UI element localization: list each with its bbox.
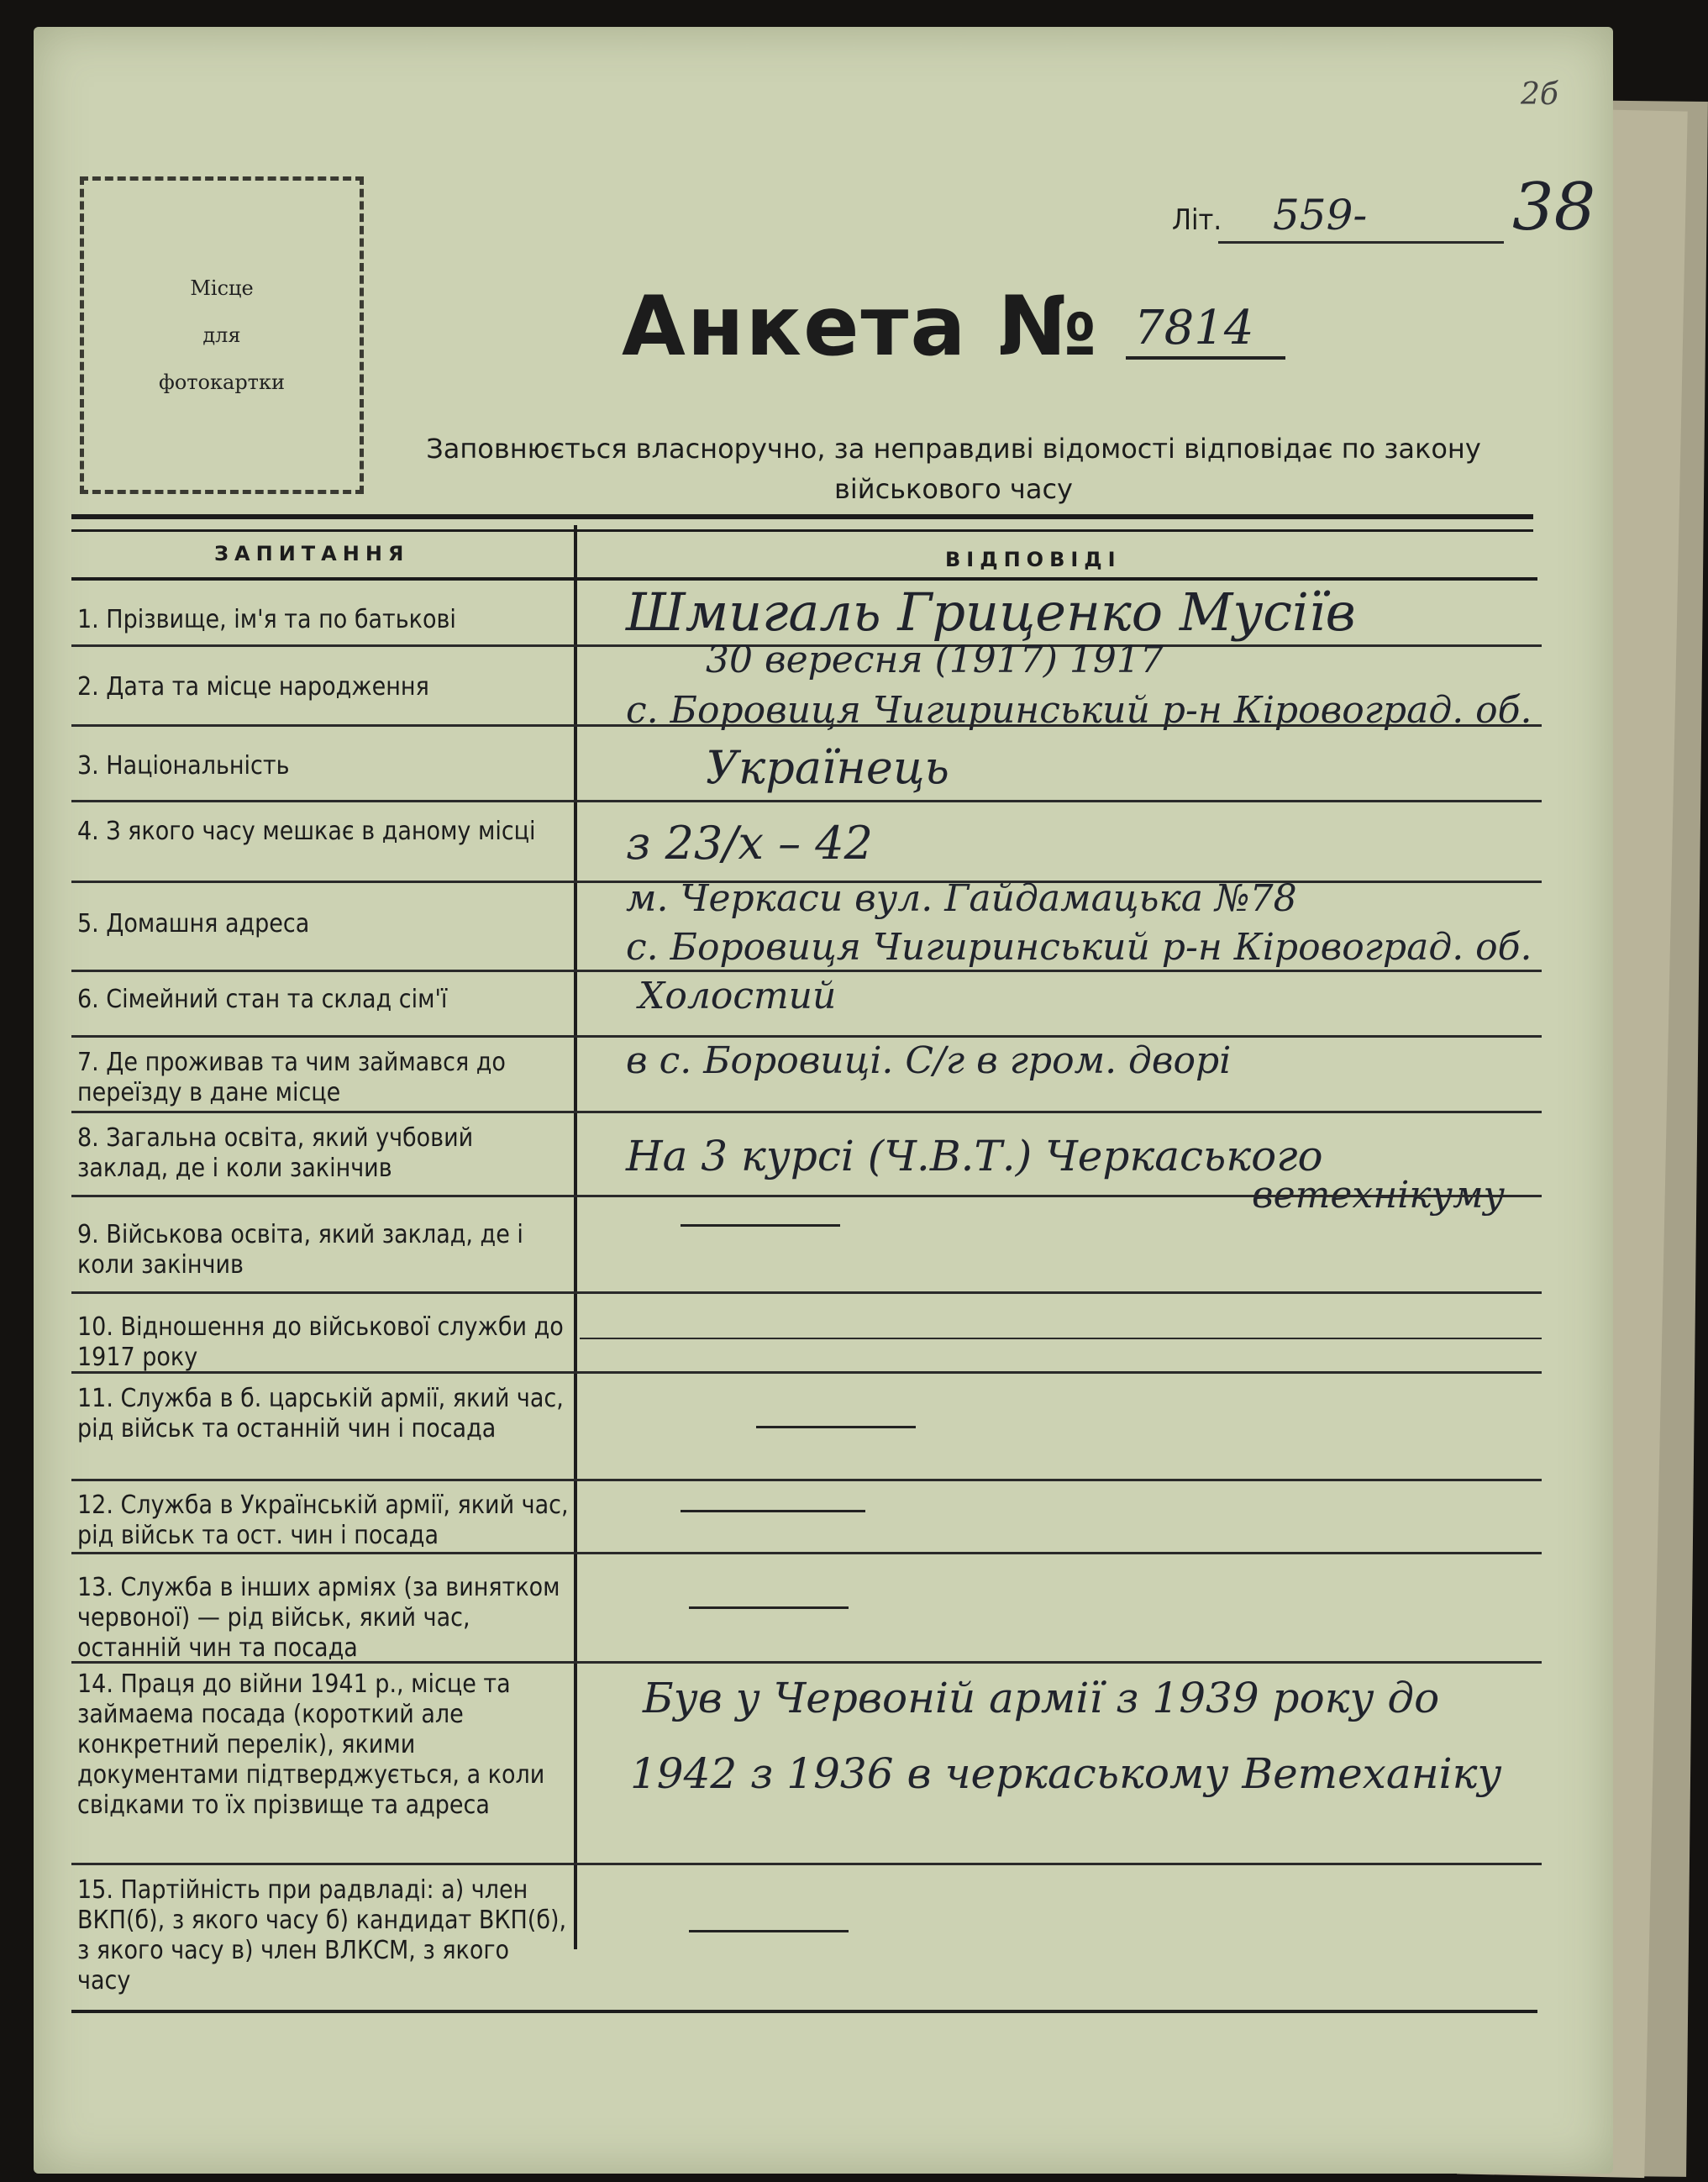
answer-13-dash (689, 1606, 849, 1609)
answer-7: в с. Боровиці. С/г в гром. дворі (626, 1039, 1232, 1082)
row-separator (71, 1291, 1542, 1294)
question-15: 15. Партійність при радвладі: а) член ВКП(б), з якого часу б) кандидат ВКП(б), з якого часу в) член ВЛКСМ, з якого часу (77, 1875, 567, 1995)
question-12: 12. Служба в Українській армії, який час, рід військ та ост. чин і посада (77, 1491, 569, 1550)
row-separator (71, 800, 1542, 802)
question-5: 5. Домашня адреса (77, 909, 310, 939)
header-rule (71, 577, 1537, 581)
answer-11-dash (756, 1426, 916, 1428)
top-rule-thin (71, 529, 1533, 532)
question-9: 9. Військова освіта, який заклад, де і коли закінчив (77, 1220, 523, 1280)
questionnaire-sheet (34, 27, 1613, 2174)
answer-2-line-2: с. Боровиця Чигиринський р-н Кіровоград. об. (626, 689, 1532, 732)
answer-8-line-2: ветехнікуму (1252, 1174, 1506, 1217)
answer-8-line-1: На 3 курсі (Ч.В.Т.) Черкаського (626, 1132, 1323, 1180)
question-7: 7. Де проживав та чим займався до переїзду в дане місце (77, 1048, 506, 1107)
answer-5-line-1: м. Черкаси вул. Гайдамацька №78 (626, 877, 1297, 920)
question-1: 1. Прізвище, ім'я та по батькові (77, 605, 456, 634)
photo-label-line-1: Місце (190, 276, 254, 300)
answers-column-header: ВІДПОВІДІ (945, 548, 1122, 571)
row-separator (71, 1479, 1542, 1481)
bottom-rule (71, 2010, 1537, 2013)
row-separator (71, 1552, 1542, 1554)
answer-line (580, 1338, 1542, 1339)
answer-9-dash (681, 1224, 840, 1227)
document-title: Анкета № (622, 279, 1099, 375)
question-13: 13. Служба в інших арміях (за винятком червоної) — рід військ, який час, останній чин та посада (77, 1573, 560, 1663)
answer-14-line-2: 1942 з 1936 в черкаському Ветеханіку (630, 1749, 1502, 1798)
anketa-number: 7814 (1134, 301, 1254, 355)
question-3: 3. Національність (77, 751, 290, 781)
row-separator (71, 1371, 1542, 1374)
top-rule (71, 514, 1533, 519)
row-separator (71, 1035, 1542, 1038)
corner-number: 2б (1521, 77, 1558, 112)
question-8: 8. Загальна освіта, який учбовий заклад, де і коли закінчив (77, 1123, 474, 1183)
question-14: 14. Праця до війни 1941 р., місце та займаема посада (короткий але конкретний перелік), якими документами підтверджується, а коли свідками то їх прізвище та адреса (77, 1669, 545, 1820)
lit-label: Літ. (1172, 203, 1222, 237)
row-separator (71, 1661, 1542, 1664)
row-separator (71, 970, 1542, 972)
row-separator (71, 1111, 1542, 1113)
answer-3: Українець (706, 741, 949, 794)
column-divider (574, 525, 577, 1949)
answer-4: з 23/x – 42 (626, 817, 874, 870)
answer-2-line-1: 30 вересня (1917) 1917 (706, 639, 1164, 681)
question-2: 2. Дата та місце народження (77, 672, 429, 702)
question-10: 10. Відношення до військової служби до 1917 року (77, 1312, 564, 1372)
row-separator (71, 1195, 1542, 1197)
instruction-subtitle: Заповнюється власноручно, за неправдиві відомості відповідає по закону військового часу (426, 433, 1481, 505)
question-6: 6. Сімейний стан та склад сім'ї (77, 985, 448, 1014)
photo-label-line-2: для (202, 323, 241, 347)
questions-column-header: ЗАПИТАННЯ (214, 542, 410, 565)
lit-underline (1218, 241, 1504, 244)
answer-6: Холостий (639, 975, 837, 1017)
question-11: 11. Служба в б. царській армії, який час, рід військ та останній чин і посада (77, 1384, 564, 1443)
answer-1: Шмигаль Гриценко Мусіїв (626, 581, 1356, 643)
page-number: 38 (1512, 170, 1596, 245)
photo-label-line-3: фотокартки (159, 371, 285, 394)
lit-number: 559- (1273, 191, 1368, 239)
answer-14-line-1: Був у Червоній армії з 1939 року до (643, 1674, 1440, 1722)
answer-15-dash (689, 1930, 849, 1932)
row-separator (71, 1863, 1542, 1865)
question-4: 4. З якого часу мешкає в даному місці (77, 817, 536, 846)
photo-placeholder (80, 176, 364, 494)
answer-5-line-2: с. Боровиця Чигиринський р-н Кіровоград. об. (626, 926, 1532, 969)
answer-12-dash (681, 1510, 865, 1512)
anketa-number-underline (1126, 356, 1285, 360)
row-separator (71, 724, 1542, 727)
